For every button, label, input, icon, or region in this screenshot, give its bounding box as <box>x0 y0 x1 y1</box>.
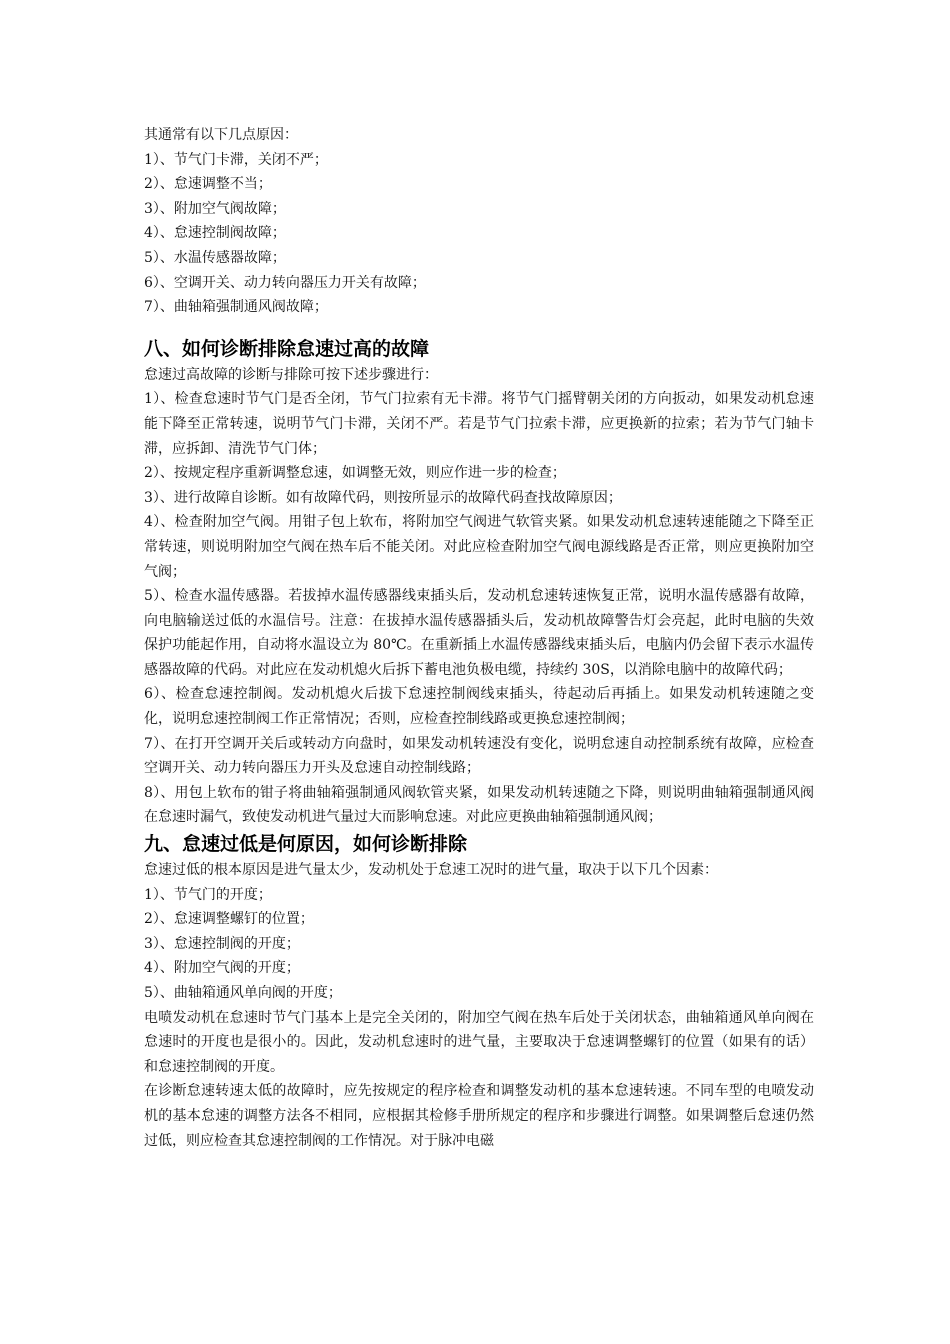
section-8-step-3: 3）、进行故障自诊断。如有故障代码，则按所显示的故障代码查找故障原因； <box>144 489 622 506</box>
section-9-factor-2: 2）、怠速调整螺钉的位置； <box>144 911 314 928</box>
section-9-factor-5: 5）、曲轴箱通风单向阀的开度； <box>144 985 342 1001</box>
cause-item-7: 7）、曲轴箱强制通风阀故障； <box>144 299 328 316</box>
cause-item-3: 3）、附加空气阀故障； <box>144 200 286 217</box>
section-8-step-4: 4）、检查附加空气阀。用钳子包上软布，将附加空气阀进气软管夹紧。如果发动机怠速转速能随之下降至正常转速，则说明附加空气阀在热车后不能关闭。对此应检查附加空气阀电源线路是否正常，则应更换附加空气阀； <box>144 514 814 580</box>
section-9-factor-3: 3）、怠速控制阀的开度； <box>144 935 300 952</box>
section-9-heading: 九、怠速过低是何原因，如何诊断排除 <box>144 833 468 856</box>
intro-lead: 其通常有以下几点原因： <box>144 127 298 143</box>
section-9-lead: 怠速过低的根本原因是进气量太少，发动机处于怠速工况时的进气量，取决于以下几个因素： <box>144 862 718 879</box>
section-9-factor-4: 4）、附加空气阀的开度； <box>144 960 300 977</box>
section-8-step-6: 6）、检查怠速控制阀。发动机熄火后拔下怠速控制阀线束插头，待起动后再插上。如果发动机转速随之变化，说明怠速控制阀工作正常情况；否则，应检查控制线路或更换怠速控制阀； <box>144 686 814 728</box>
section-8-step-7: 7）、在打开空调开关后或转动方向盘时，如果发动机转速没有变化，说明怠速自动控制系统有故障，应检查空调开关、动力转向器压力开头及怠速自动控制线路； <box>144 735 814 777</box>
section-8-step-8: 8）、用包上软布的钳子将曲轴箱强制通风阀软管夹紧，如果发动机转速随之下降，则说明曲轴箱强制通风阀在怠速时漏气，致使发动机进气量过大而影响怠速。对此应更换曲轴箱强制通风阀； <box>144 784 814 826</box>
section-9-paragraph-1: 电喷发动机在怠速时节气门基本上是完全关闭的，附加空气阀在热车后处于关闭状态，曲轴箱通风单向阀在怠速时的开度也是很小的。因此，发动机怠速时的进气量，主要取决于怠速调整螺钉的位置（如果有的话）和怠速控制阀的开度。 <box>144 1009 814 1075</box>
section-8-step-5: 5）、检查水温传感器。若拔掉水温传感器线束插头后，发动机怠速转速恢复正常，说明水温传感器有故障，向电脑输送过低的水温信号。注意：在拔掉水温传感器插头后，发动机故障警告灯会亮起，此时电脑的失效保护功能起作用，自动将水温设立为 80℃。在重新插上水温传感器线束插头后，电脑内仍会留下表示水温传感器故障的代码。对此应在发动机熄火后拆下蓄电池负极电缆，持续约 30S，以消除电脑中的故障代码； <box>144 588 814 678</box>
cause-item-2: 2）、怠速调整不当； <box>144 176 272 193</box>
cause-item-6: 6）、空调开关、动力转向器压力开关有故障； <box>144 274 426 291</box>
section-8-step-2: 2）、按规定程序重新调整怠速，如调整无效，则应作进一步的检查； <box>144 465 566 482</box>
document-page <box>144 123 814 1153</box>
section-8-heading: 八、如何诊断排除怠速过高的故障 <box>144 337 430 360</box>
cause-item-1: 1）、节气门卡滞，关闭不严； <box>144 151 328 168</box>
section-9-paragraph-2: 在诊断怠速转速太低的故障时，应先按规定的程序检查和调整发动机的基本怠速转速。不同车型的电喷发动机的基本怠速的调整方法各不相同，应根据其检修手册所规定的程序和步骤进行调整。如果调整后怠速仍然过低，则应检查其怠速控制阀的工作情况。对于脉冲电磁 <box>144 1083 814 1149</box>
section-8-lead: 怠速过高故障的诊断与排除可按下述步骤进行： <box>144 366 438 383</box>
section-8-step-1: 1）、检查怠速时节气门是否全闭，节气门拉索有无卡滞。将节气门摇臂朝关闭的方向扳动，如果发动机怠速能下降至正常转速，说明节气门卡滞，关闭不严。若是节气门拉索卡滞，应更换新的拉索；若为节气门轴卡滞，应拆卸、清洗节气门体； <box>144 391 814 457</box>
cause-item-5: 5）、水温传感器故障； <box>144 249 286 266</box>
cause-item-4: 4）、怠速控制阀故障； <box>144 225 286 242</box>
section-9-factor-1: 1）、节气门的开度； <box>144 886 272 903</box>
